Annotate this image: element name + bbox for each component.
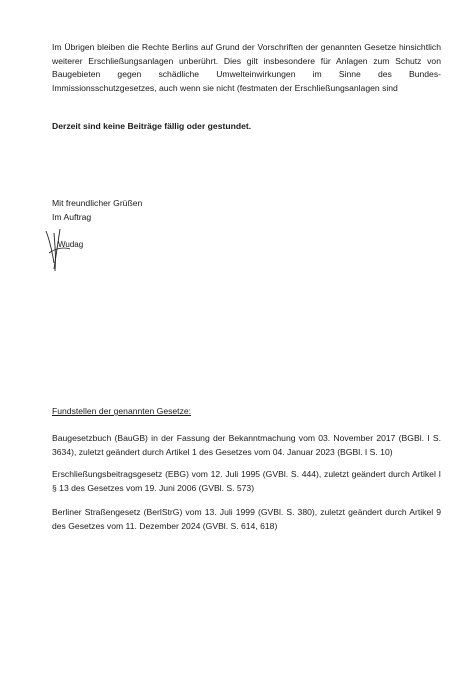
reference-item: Baugesetzbuch (BauGB) in der Fassung der Bekanntmachung vom 03. November 2017 (BGBl. I S. 3634), zuletzt geändert durch Artikel 1 des Gesetzes vom 04. Januar 2023 (BGBl. I S. 10) xyxy=(52,433,441,457)
closing-greeting: Mit freundlicher Grüßen xyxy=(52,198,143,208)
signature-name: Wudag xyxy=(58,240,84,249)
references-heading: Fundstellen der genannten Gesetze: xyxy=(52,406,192,416)
reference-item: Erschließungsbeitragsgesetz (EBG) vom 12. Juli 1995 (GVBl. S. 444), zuletzt geändert durch Artikel I § 13 des Gesetzes vom 19. Juni 2006 (GVBl. S. 573) xyxy=(52,469,441,493)
closing-on-behalf: Im Auftrag xyxy=(52,212,92,222)
intro-paragraph: Im Übrigen bleiben die Rechte Berlins auf Grund der Vorschriften der genannten Gesetze hinsichtlich weiterer Erschließungsanlagen unberührt. Dies gilt insbesondere für Anlagen zum Schutz von Baugebieten gegen schädliche Umwelteinwirkungen im Sinne des Bundes-Immissionsschutzgesetzes, auch wenn sie nicht (festmaten der Erschließungsanlagen sind xyxy=(52,42,441,93)
no-fees-statement: Derzeit sind keine Beiträge fällig oder gestundet. xyxy=(52,121,252,131)
reference-item: Berliner Straßengesetz (BerlStrG) vom 13. Juli 1999 (GVBl. S. 380), zuletzt geändert durch Artikel 9 des Gesetzes vom 11. Dezember 2024 (GVBl. S. 614, 618) xyxy=(52,507,441,531)
